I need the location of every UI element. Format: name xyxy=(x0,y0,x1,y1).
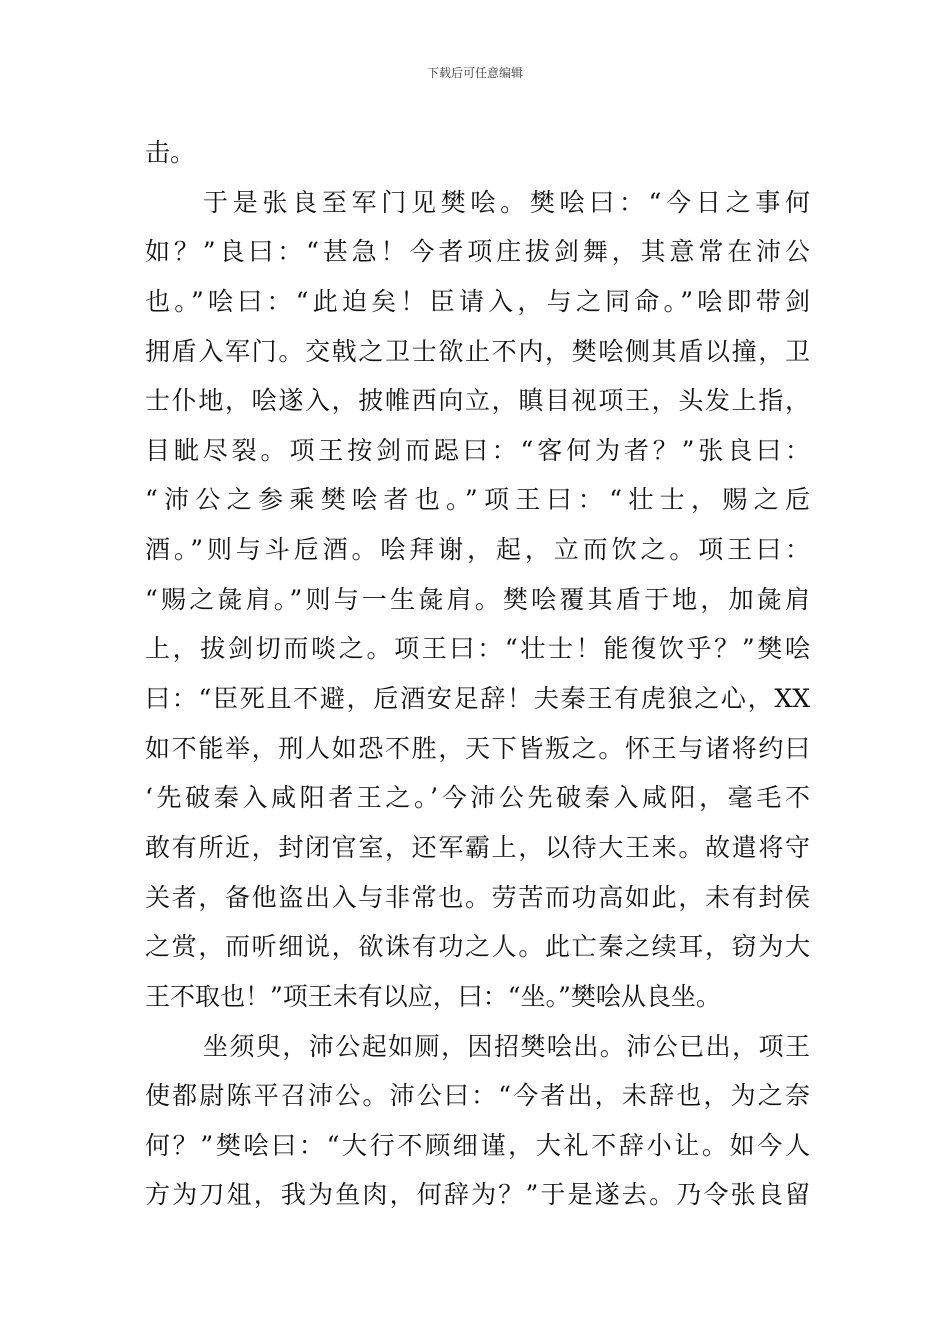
text-line: 如？”良曰：“甚急！今者项庄拔剑舞，其意常在沛公 xyxy=(145,237,810,267)
text-line: 关者，备他盗出入与非常也。劳苦而功高如此，未有封侯 xyxy=(145,882,810,912)
text-line: 王不取也！”项王未有以应，曰：“坐。”樊哙从良坐。 xyxy=(145,981,721,1011)
text-line: 击。 xyxy=(145,138,196,167)
text-line: 方为刀俎，我为鱼肉，何辞为？”于是遂去。乃令张良留 xyxy=(145,1180,810,1210)
text-line: 士仆地，哙遂入，披帷西向立，瞋目视项王，头发上指， xyxy=(145,386,810,416)
text-line: 之赏，而听细说，欲诛有功之人。此亡秦之续耳，窃为大 xyxy=(145,932,810,962)
text-line: 拥盾入军门。交戟之卫士欲止不内，樊哙侧其盾以撞，卫 xyxy=(145,336,810,366)
text-line: 使都尉陈平召沛公。沛公曰：“今者出，未辞也，为之奈 xyxy=(145,1081,810,1111)
text-line: 于是张良至军门见樊哙。樊哙曰：“今日之事何 xyxy=(203,187,810,217)
text-line: 坐须臾，沛公起如厕，因招樊哙出。沛公已出，项王 xyxy=(203,1031,810,1061)
text-line: “赐之彘肩。”则与一生彘肩。樊哙覆其盾于地，加彘肩 xyxy=(145,584,810,614)
text-line: 敢有所近，封闭官室，还军霸上，以待大王来。故遣将守 xyxy=(145,832,810,862)
text-line: 酒。”则与斗卮酒。哙拜谢，起，立而饮之。项王曰： xyxy=(145,535,810,565)
text-line: 如不能举，刑人如恐不胜，天下皆叛之。怀王与诸将约曰 xyxy=(145,733,810,763)
text-line: “沛公之参乘樊哙者也。”项王曰：“壮士，赐之卮 xyxy=(145,485,810,515)
text-line: 曰：“臣死且不避，卮酒安足辞！夫秦王有虎狼之心，XX xyxy=(145,684,810,714)
page-header: 下载后可任意编辑 xyxy=(426,66,523,80)
body-text xyxy=(145,128,810,1220)
text-line: ‘先破秦入咸阳者王之。’今沛公先破秦入咸阳，毫毛不 xyxy=(145,783,810,813)
text-line: 上，拔剑切而啖之。项王曰：“壮士！能復饮乎？”樊哙 xyxy=(145,634,810,664)
text-line: 目眦尽裂。项王按剑而跽曰：“客何为者？”张良曰： xyxy=(145,435,810,465)
text-line: 何？”樊哙曰：“大行不顾细谨，大礼不辞小让。如今人 xyxy=(145,1130,810,1160)
text-line: 也。”哙曰：“此迫矣！臣请入，与之同命。”哙即带剑 xyxy=(145,286,810,316)
